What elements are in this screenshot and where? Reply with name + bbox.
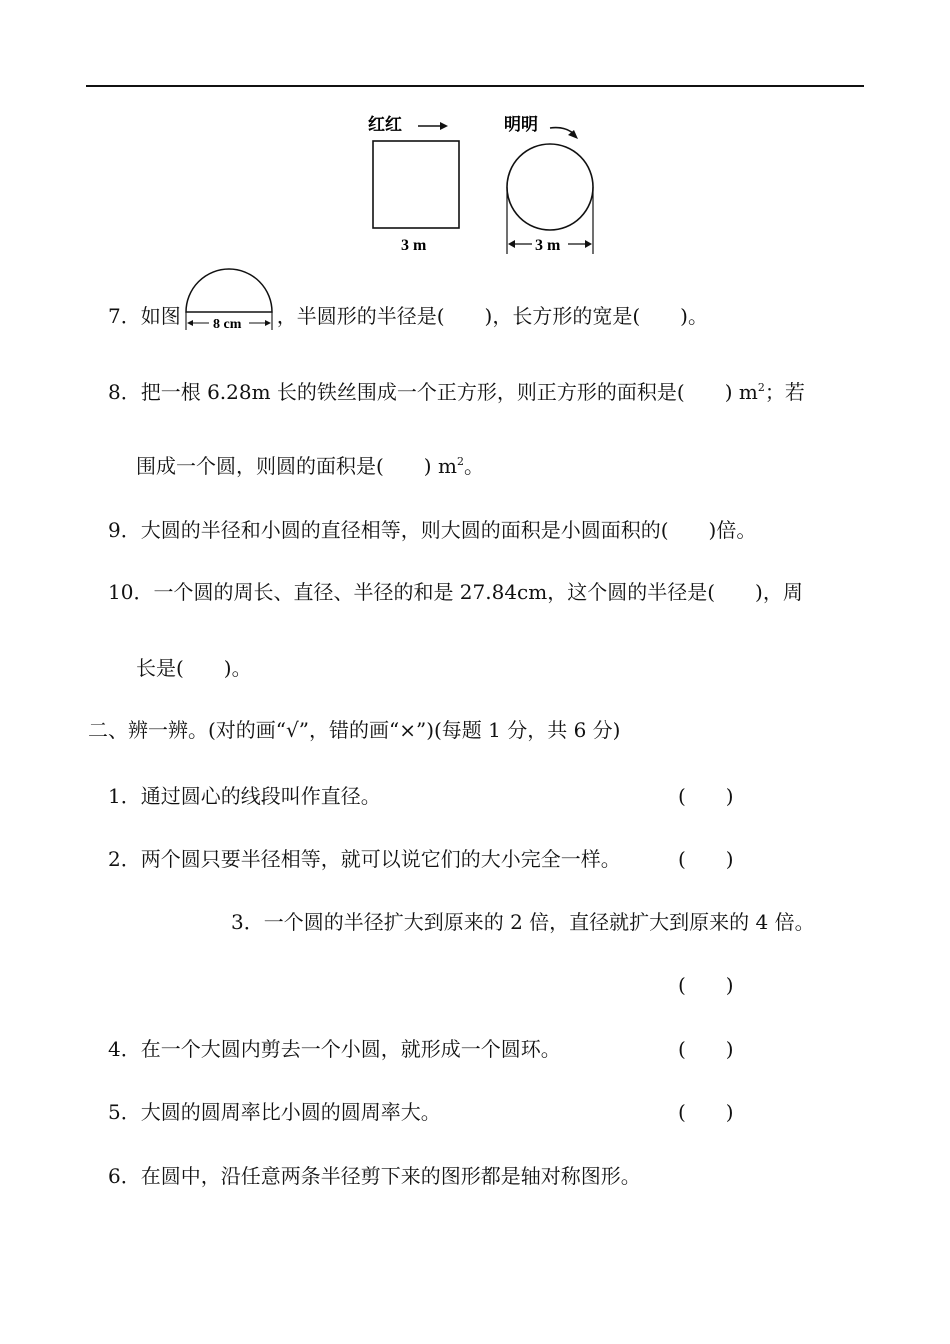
header-rule bbox=[86, 85, 864, 87]
answer-paren-4[interactable]: ( ) bbox=[678, 1037, 734, 1061]
judge-item-5: 5．大圆的圆周率比小圆的圆周率大。 bbox=[108, 1100, 441, 1124]
circle-shape bbox=[507, 144, 593, 230]
square-circle-figure bbox=[360, 108, 610, 260]
judge-item-3: 3．一个圆的半径扩大到原来的 2 倍，直径就扩大到原来的 4 倍。 bbox=[231, 910, 815, 934]
question-10-line2: 长是( )。 bbox=[136, 656, 252, 680]
question-8-line1: 8．把一根 6.28m 长的铁丝围成一个正方形，则正方形的面积是( ) $m^2$；若 bbox=[108, 380, 805, 404]
square-shape bbox=[373, 141, 459, 228]
question-9: 9．大圆的半径和小圆的直径相等，则大圆的面积是小圆面积的( )倍。 bbox=[108, 518, 757, 542]
answer-paren-3[interactable]: ( ) bbox=[678, 973, 734, 997]
judge-item-1: 1．通过圆心的线段叫作直径。 bbox=[108, 784, 381, 808]
answer-paren-2[interactable]: ( ) bbox=[678, 847, 734, 871]
judge-item-2: 2．两个圆只要半径相等，就可以说它们的大小完全一样。 bbox=[108, 847, 621, 871]
judge-item-6: 6．在圆中，沿任意两条半径剪下来的图形都是轴对称图形。 bbox=[108, 1164, 641, 1188]
answer-paren-5[interactable]: ( ) bbox=[678, 1100, 734, 1124]
semicircle-shape bbox=[186, 269, 272, 312]
question-10-line1: 10．一个圆的周长、直径、半径的和是 27.84cm，这个圆的半径是( )，周 bbox=[108, 580, 803, 604]
semicircle-figure bbox=[183, 268, 275, 332]
judge-item-4: 4．在一个大圆内剪去一个小圆，就形成一个圆环。 bbox=[108, 1037, 561, 1061]
question-7: 7．如图 8 cm ，半圆形的半径是( )，长方形的宽是( )。 bbox=[108, 302, 708, 332]
question-8-line2: 围成一个圆，则圆的面积是( ) $m^2$。 bbox=[136, 454, 484, 478]
section-2-title: 二、辨一辨。(对的画“√”，错的画“×”)(每题 1 分，共 6 分) bbox=[88, 718, 621, 742]
hong-label: 红红 bbox=[368, 115, 402, 135]
answer-paren-1[interactable]: ( ) bbox=[678, 784, 734, 808]
circle-dimension: 3 m bbox=[535, 237, 561, 254]
square-dimension: 3 m bbox=[401, 237, 427, 254]
semicircle-dimension: 8 cm bbox=[212, 316, 242, 332]
ming-label: 明明 bbox=[504, 115, 538, 135]
